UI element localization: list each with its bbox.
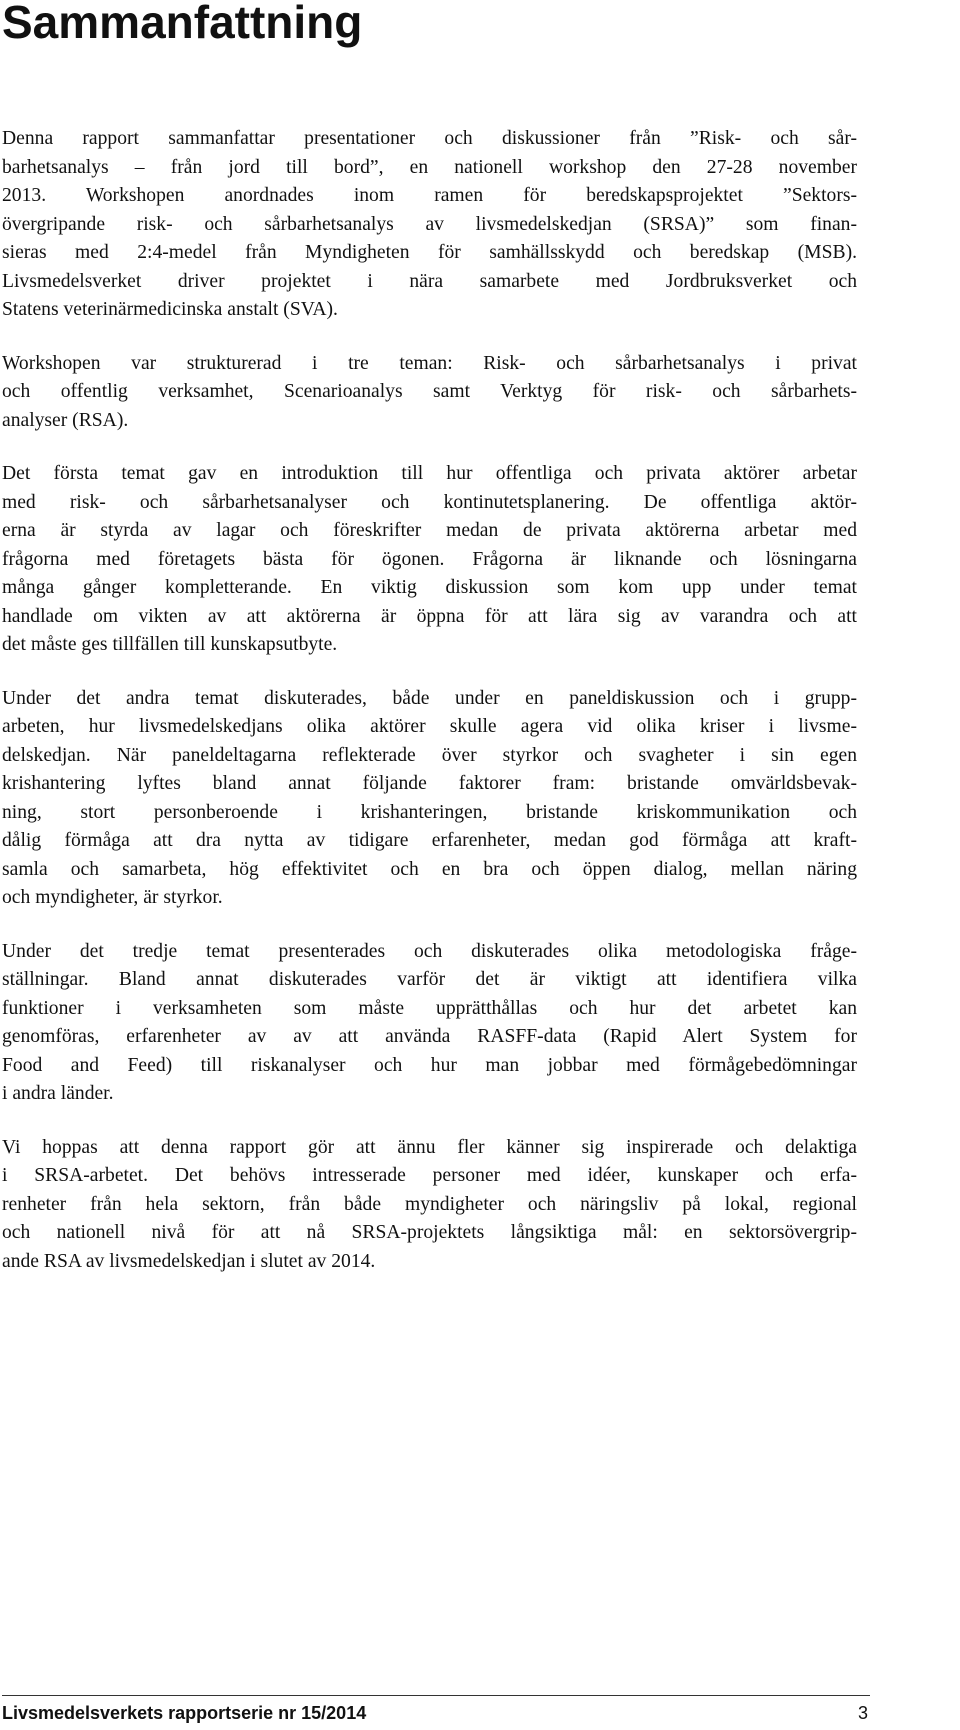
text-line: det måste ges tillfällen till kunskapsutbyte. [2,634,338,655]
text-line: ande RSA av livsmedelskedjan i slutet av 2014. [2,1250,376,1272]
text-line: och offentlig verksamhet, Scenarioanalys samt Verktyg för risk- och sårbarhets- [2,381,857,402]
text-line: erna är styrda av lagar och föreskrifter medan de privata aktörerna arbetar med [2,520,857,541]
text-line: funktioner i verksamheten som måste upprätthållas och hur det arbetet kan [2,997,857,1019]
text-line: i andra länder. [2,1083,114,1104]
text-line: krishantering lyftes bland annat följande faktorer fram: bristande omvärldsbevak- [2,773,857,794]
text-line: delskedjan. När paneldeltagarna reflekterade över styrkor och svagheter i sin egen [2,744,857,766]
page-number: 3 [858,1703,869,1723]
text-line: ställningar. Bland annat diskuterades varför det är viktigt att identifiera vilka [2,969,857,990]
footer-series-title: Livsmedelsverkets rapportserie nr 15/2014 [2,1703,367,1723]
text-line: arbeten, hur livsmedelskedjans olika aktörer skulle agera vid olika kriser i livsme- [2,716,857,737]
text-line: sieras med 2:4-medel från Myndigheten för samhällsskydd och beredskap (MSB). [2,242,857,263]
text-line: i SRSA-arbetet. Det behövs intresserade personer med idéer, kunskaper och erfa- [2,1165,857,1186]
body-text [2,125,857,1301]
text-line: Workshopen var strukturerad i tre teman: Risk- och sårbarhetsanalys i privat [2,352,857,374]
paragraph-third-theme [2,938,857,1109]
text-line: barhetsanalys – från jord till bord”, en nationell workshop den 27-28 november [2,156,857,178]
text-line: många gånger kompletterande. En viktig diskussion som kom upp under temat [2,577,857,598]
text-line: analyser (RSA). [2,409,129,431]
text-line: Food and Feed) till riskanalyser och hur man jobbar med förmågebedömningar [2,1054,857,1076]
paragraph-first-theme [2,460,857,660]
text-line: Statens veterinärmedicinska anstalt (SVA). [2,299,338,320]
paragraph-themes [2,350,857,436]
text-line: ning, stort personberoende i krishanteringen, bristande kriskommunikation och [2,801,857,823]
text-line: Under det tredje temat presenterades och diskuterades olika metodologiska fråge- [2,940,857,962]
text-line: samla och samarbeta, hög effektivitet och en bra och öppen dialog, mellan näring [2,858,857,880]
text-line: och myndigheter, är styrkor. [2,887,223,908]
text-line: och nationell nivå för att nå SRSA-projektets långsiktiga mål: en sektorsövergrip- [2,1222,857,1243]
text-line: frågorna med företagets bästa för ögonen. Frågorna är liknande och lösningarna [2,548,857,570]
page-title: Sammanfattning [2,0,363,48]
footer-divider [2,1695,870,1696]
paragraph-intro [2,125,857,325]
text-line: övergripande risk- och sårbarhetsanalys av livsmedelskedjan (SRSA)” som finan- [2,213,857,235]
text-line: renheter från hela sektorn, från både myndigheter och näringsliv på lokal, regional [2,1193,857,1215]
text-line: Det första temat gav en introduktion till hur offentliga och privata aktörer arbetar [2,463,857,484]
text-line: Vi hoppas att denna rapport gör att ännu fler känner sig inspirerade och delaktiga [2,1136,857,1158]
text-line: Under det andra temat diskuterades, både under en paneldiskussion och i grupp- [2,687,857,709]
text-line: handlade om vikten av att aktörerna är öppna för att lära sig av varandra och att [2,605,857,627]
paragraph-closing [2,1134,857,1277]
text-line: 2013. Workshopen anordnades inom ramen för beredskapsprojektet ”Sektors- [2,185,857,206]
paragraph-second-theme [2,685,857,913]
text-line: Livsmedelsverket driver projektet i nära samarbete med Jordbruksverket och [2,270,857,292]
text-line: med risk- och sårbarhetsanalyser och kontinutetsplanering. De offentliga aktör- [2,491,857,513]
text-line: genomföras, erfarenheter av av att använda RASFF-data (Rapid Alert System for [2,1026,857,1047]
text-line: dålig förmåga att dra nytta av tidigare erfarenheter, medan god förmåga att kraft- [2,830,857,851]
text-line: Denna rapport sammanfattar presentationer och diskussioner från ”Risk- och sår- [2,128,857,149]
